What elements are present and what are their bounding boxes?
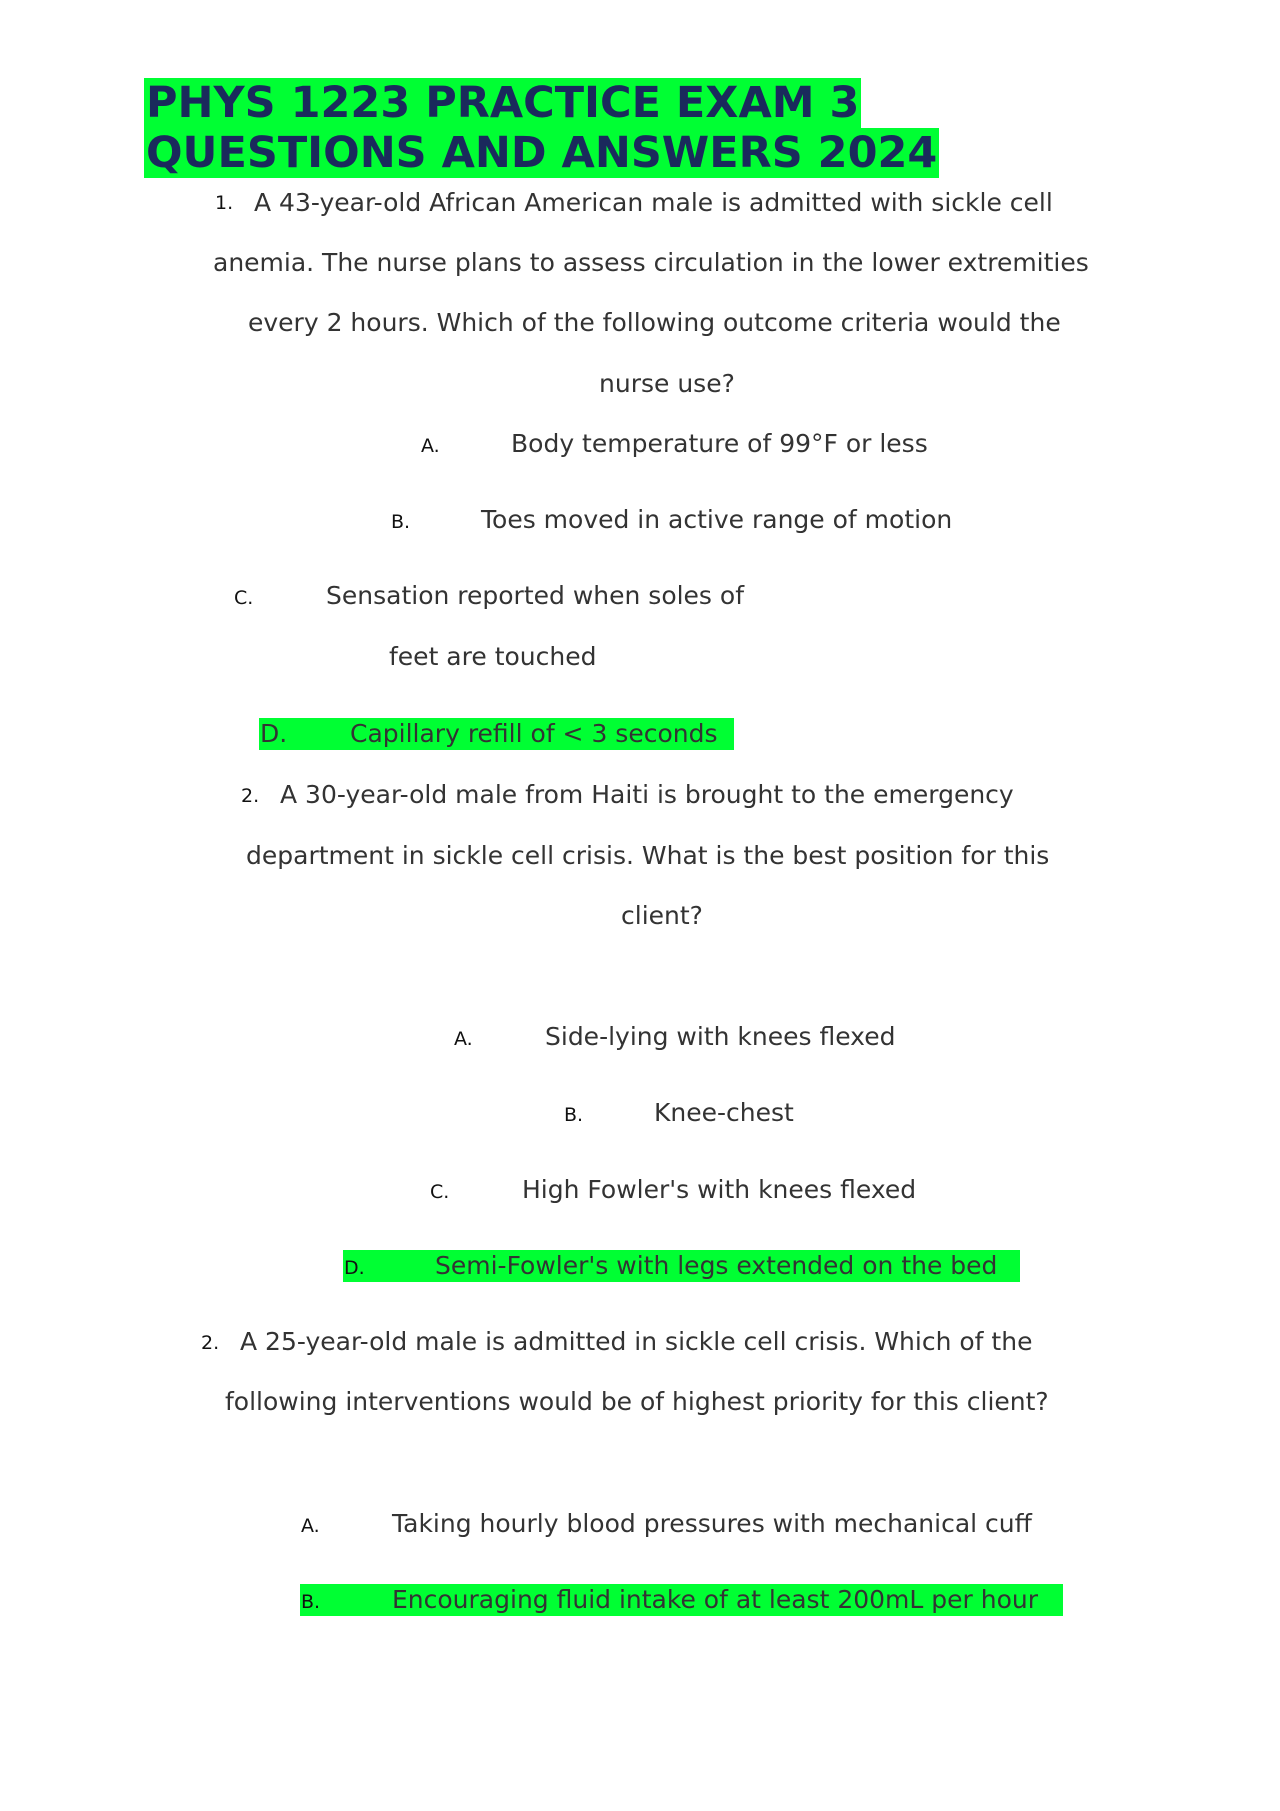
document-title-line-1: PHYS 1223 PRACTICE EXAM 3: [146, 78, 860, 128]
option-letter: C.: [234, 587, 254, 609]
option-letter: D.: [260, 719, 288, 748]
option-letter: B.: [391, 511, 411, 533]
option-letter: A.: [421, 435, 440, 457]
question-number: 2.: [201, 1332, 220, 1354]
option-text: Body temperature of 99°F or less: [511, 429, 928, 458]
option-text: Encouraging fluid intake of at least 200mL per hour: [392, 1585, 1038, 1614]
option-letter: C.: [430, 1181, 450, 1203]
question-stem-line: following interventions would be of highest priority for this client?: [225, 1387, 1049, 1416]
question-number: 2.: [241, 785, 260, 807]
option-text: Side-lying with knees flexed: [545, 1022, 896, 1051]
question-stem-line: A 25-year-old male is admitted in sickle cell crisis. Which of the: [240, 1327, 1033, 1356]
option-letter: B.: [564, 1104, 584, 1126]
question-stem-line: department in sickle cell crisis. What is the best position for this: [246, 841, 1050, 870]
question-stem-line: nurse use?: [599, 369, 735, 398]
option-text: Taking hourly blood pressures with mechanical cuff: [392, 1509, 1032, 1538]
option-text: Knee-chest: [654, 1098, 794, 1127]
question-stem-line: anemia. The nurse plans to assess circulation in the lower extremities: [213, 248, 1089, 277]
question-stem-line: A 43-year-old African American male is admitted with sickle cell: [254, 188, 1053, 217]
option-text: Toes moved in active range of motion: [481, 505, 953, 534]
question-stem-line: client?: [621, 901, 703, 930]
option-letter: D.: [344, 1257, 365, 1279]
document-title-line-2: QUESTIONS AND ANSWERS 2024: [146, 128, 938, 178]
option-text: Semi-Fowler's with legs extended on the bed: [435, 1251, 998, 1280]
option-letter: A.: [301, 1515, 320, 1537]
option-text: Capillary refill of < 3 seconds: [350, 719, 718, 748]
question-stem-line: every 2 hours. Which of the following outcome criteria would the: [248, 308, 1061, 337]
question-number: 1.: [215, 192, 234, 214]
option-text: High Fowler's with knees flexed: [522, 1175, 917, 1204]
option-text: Sensation reported when soles of: [326, 581, 745, 610]
option-letter: B.: [301, 1591, 321, 1613]
option-letter: A.: [454, 1028, 473, 1050]
option-text-continued: feet are touched: [389, 642, 597, 671]
question-stem-line: A 30-year-old male from Haiti is brought to the emergency: [280, 780, 1014, 809]
